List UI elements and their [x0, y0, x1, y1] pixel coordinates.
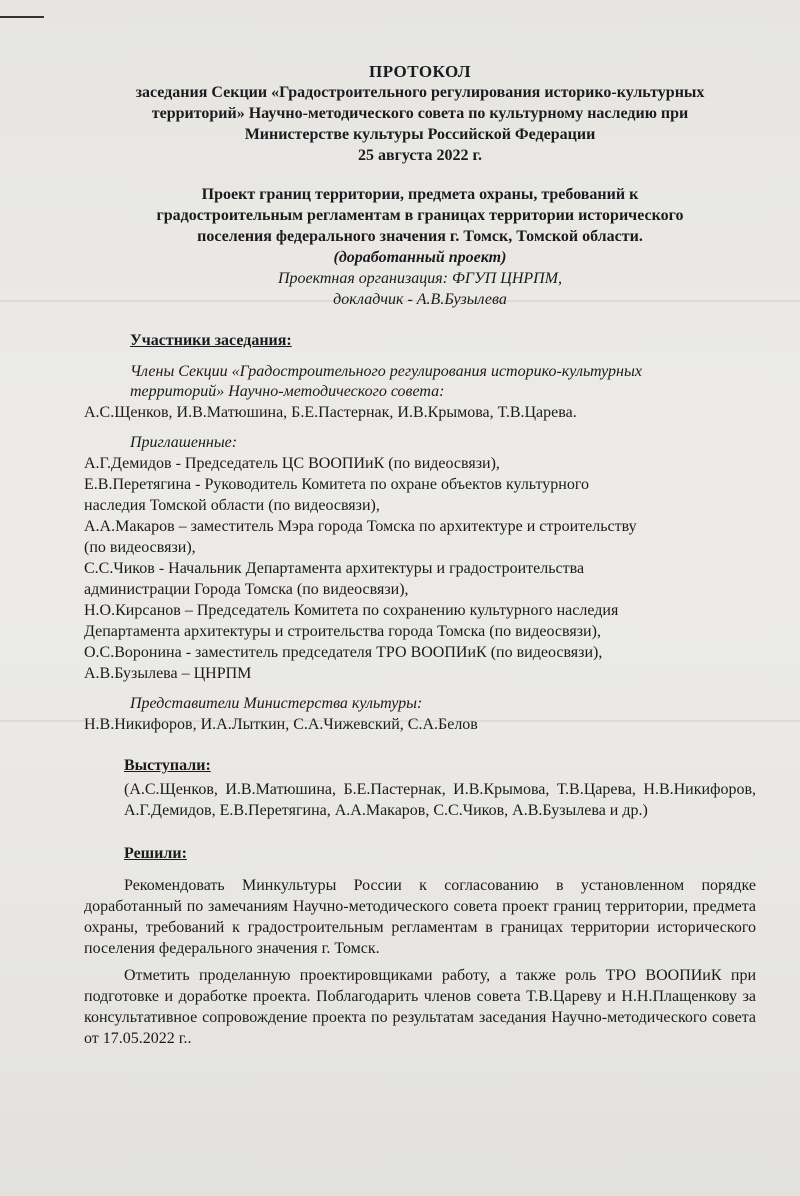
project-speaker: докладчик - А.В.Бузылева	[333, 291, 507, 308]
invited-line: А.А.Макаров – заместитель Мэра города Томска по архитектуре и строительству	[84, 518, 637, 535]
invited-line: О.С.Воронина - заместитель председателя ТРО ВООПИиК (по видеосвязи),	[84, 644, 603, 661]
ministry-label: Представители Министерства культуры:	[130, 695, 423, 712]
document-content	[84, 62, 756, 1049]
invited-line: администрации Города Томска (по видеосвязи),	[84, 581, 409, 598]
invited-line: Департамента архитектуры и строительства города Томска (по видеосвязи),	[84, 623, 601, 640]
decision-paragraph: Рекомендовать Минкультуры России к согласованию в установленном порядке доработанный по замечаниям Научно-методического совета проект границ территории, предмета охраны, требований к градостроительным регламентам в границах территории исторического поселения федерального значения г. Томск.	[84, 877, 756, 957]
meeting-date: 25 августа 2022 г.	[357, 147, 483, 164]
project-line: градостроительным регламентам в границах территории исторического	[156, 207, 684, 224]
invited-line: Н.О.Кирсанов – Председатель Комитета по сохранению культурного наследия	[84, 602, 619, 619]
edge-mark	[0, 16, 44, 18]
project-organization: Проектная организация: ФГУП ЦНРПМ,	[277, 270, 563, 287]
participants-heading: Участники заседания:	[130, 332, 292, 349]
decision-heading: Решили:	[124, 845, 187, 862]
invited-line: А.Г.Демидов - Председатель ЦС ВООПИиК (по видеосвязи),	[84, 455, 500, 472]
protocol-header	[84, 62, 756, 166]
protocol-title: ПРОТОКОЛ	[368, 62, 471, 81]
project-line: поселения федерального значения г. Томск, Томской области.	[197, 228, 643, 245]
invited-line: С.С.Чиков - Начальник Департамента архитектуры и градостроительства	[84, 560, 585, 577]
project-block	[84, 184, 756, 268]
invited-line: наследия Томской области (по видеосвязи),	[84, 497, 380, 514]
members-label: территорий» Научно-методического совета:	[130, 383, 445, 400]
invited-label: Приглашенные:	[130, 434, 238, 451]
invited-line: Е.В.Перетягина - Руководитель Комитета по охране объектов культурного	[84, 476, 589, 493]
project-line: Проект границ территории, предмета охраны, требований к	[201, 186, 639, 203]
header-line: Министерстве культуры Российской Федерации	[244, 126, 596, 143]
members-label: Члены Секции «Градостроительного регулирования историко-культурных	[130, 363, 642, 380]
invited-line: А.В.Бузылева – ЦНРПМ	[84, 665, 252, 682]
speakers-list: (А.С.Щенков, И.В.Матюшина, Б.Е.Пастернак, И.В.Крымова, Т.В.Царева, Н.В.Никифоров, А.Г.Демидов, Е.В.Перетягина, А.А.Макаров, С.С.Чиков, А.В.Бузылева и др.)	[124, 781, 756, 819]
header-line: заседания Секции «Градостроительного регулирования историко-культурных	[135, 84, 705, 101]
decision-paragraph: Отметить проделанную проектировщиками работу, а также роль ТРО ВООПИиК при подготовке и доработке проекта. Поблагодарить членов совета Т.В.Цареву и Н.Н.Плащенкову за консультативное сопровождение проекта по результатам заседания Научно-методического совета от 17.05.2022 г..	[84, 967, 756, 1047]
members-list: А.С.Щенков, И.В.Матюшина, Б.Е.Пастернак, И.В.Крымова, Т.В.Царева.	[84, 404, 577, 421]
header-line: территорий» Научно-методического совета по культурному наследию при	[151, 105, 689, 122]
ministry-list: Н.В.Никифоров, И.А.Лыткин, С.А.Чижевский, С.А.Белов	[84, 716, 478, 733]
invited-line: (по видеосвязи),	[84, 539, 196, 556]
speakers-heading: Выступали:	[124, 757, 211, 774]
project-status: (доработанный проект)	[333, 249, 507, 266]
